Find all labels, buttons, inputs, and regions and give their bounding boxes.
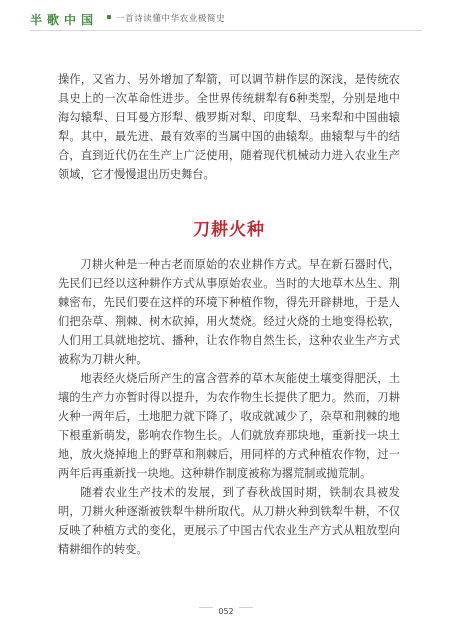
page-header (0, 0, 452, 40)
paragraph: 刀耕火种是一种古老而原始的农业耕作方式。早在新石器时代，先民们已经以这种耕作方式从事原始农业。当时的大地草木丛生、荆棘密布，先民们要在这样的环境下种植作物，得先开辟耕地，于是人们把杂草、荆棘、树木砍掉，用火焚烧。经过火烧的土地变得松软，人们用工具就地挖坑、播种，让农作物自然生长，这种农业生产方式被称为刀耕火种。 (58, 258, 400, 366)
paragraph: 地表经火烧后所产生的富含营养的草木灰能使土壤变得肥沃，土壤的生产力亦暂时得以提升，为农作物生长提供了肥力。然而，刀耕火种一两年后，土地肥力就下降了，收成就减少了，杂草和荆棘的地下根重新萌发，影响农作物生长。人们就放弃那块地，重新找一块土地，放火烧掉地上的野草和荆棘后，用同样的方式种植农作物，过一两年后再重新找一块地。这种耕作制度被称为撂荒制或抛荒制。 (58, 372, 400, 480)
book-subtitle: 一首诗读懂中华农业极简史 (116, 14, 226, 24)
section-title: 刀耕火种 (193, 220, 265, 240)
header-rule (30, 30, 422, 31)
paragraph-continued: 操作，又省力、另外增加了犁箭，可以调节耕作层的深浅，是传统农具史上的一次革命性进步。全世界传统耕犁有6种类型，分别是地中海勾辕犁、日耳曼方形犁、俄罗斯对犁、印度犁、马来犁和中国曲辕犁。其中，最先进、最有效率的当属中国的曲辕犁。曲辕犁与牛的结合，直到近代仍在生产上广泛使用，随着现代机械动力进入农业生产领域，它才慢慢退出历史舞台。 (58, 73, 400, 181)
paragraph: 随着农业生产技术的发展，到了春秋战国时期，铁制农具被发明，刀耕火种逐渐被铁犁牛耕所取代。从刀耕火种到铁犁牛耕，不仅反映了种植方式的变化，更展示了中国古代农业生产方式从粗放型向精耕细作的转变。 (58, 486, 400, 556)
header-separator-icon (107, 15, 111, 19)
page-content (58, 70, 400, 559)
page-number: 052 (213, 603, 238, 621)
book-brand: 半歌中国 (30, 13, 99, 27)
page-number-footer (199, 599, 253, 617)
